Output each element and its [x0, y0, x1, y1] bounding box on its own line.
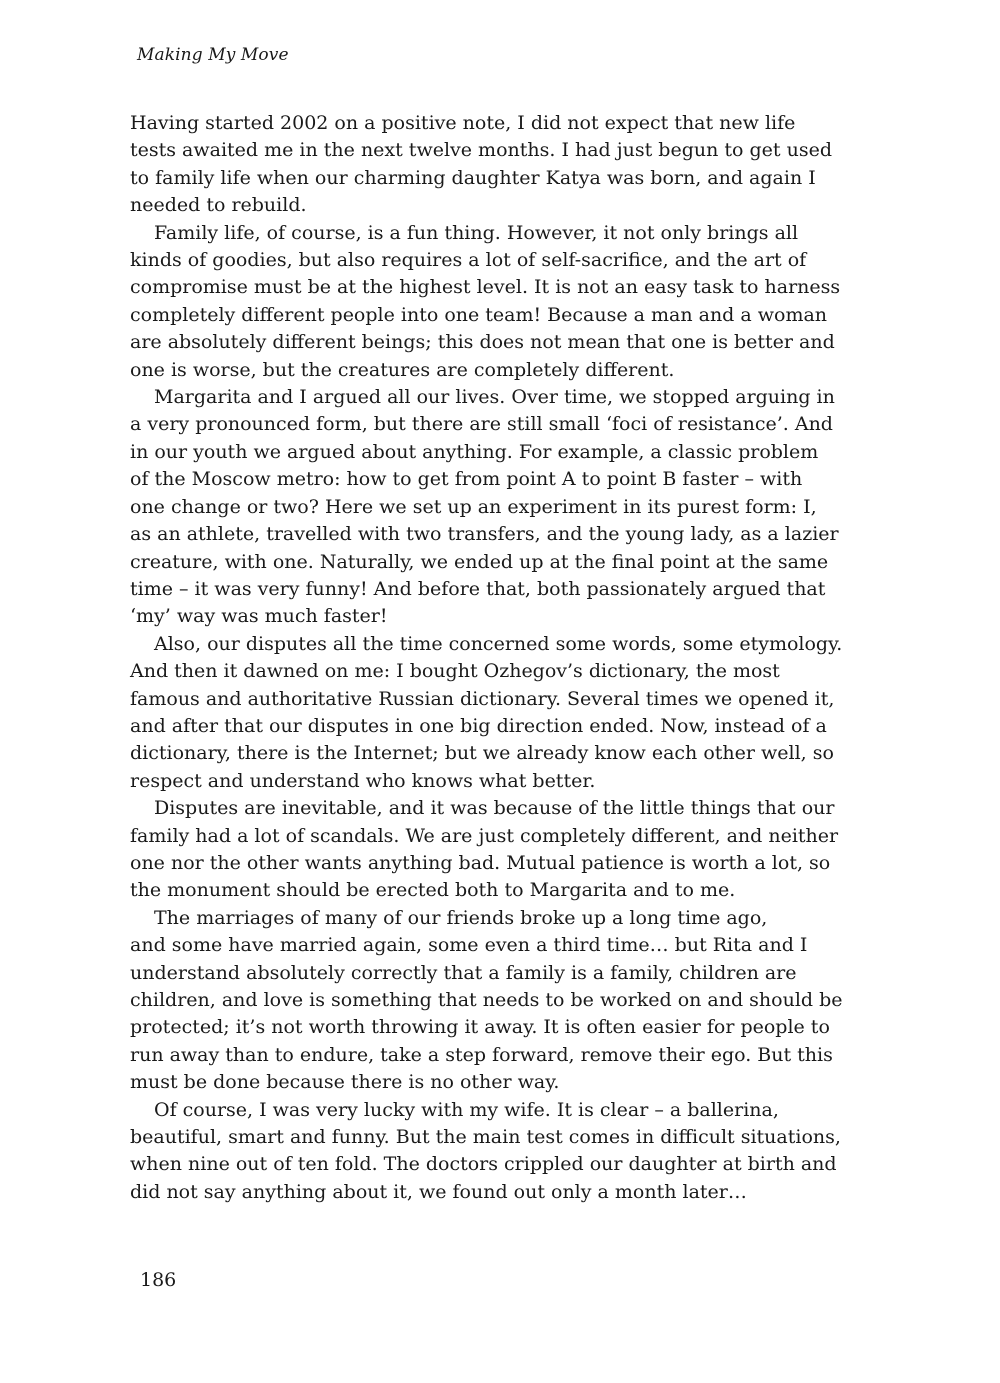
text-line: of the Moscow metro: how to get from point A to point B faster – with: [130, 468, 803, 491]
running-head: Making My Move: [137, 45, 289, 65]
paragraph-first-line: Also, our disputes all the time concerned some words, some etymology.: [154, 632, 843, 655]
text-line: tests awaited me in the next twelve months. I had just begun to get used: [130, 139, 832, 162]
text-line: dictionary, there is the Internet; but we already know each other well, so: [130, 742, 834, 765]
text-line: beautiful, smart and funny. But the main test comes in difficult situations,: [130, 1126, 841, 1149]
paragraph-first-line: The marriages of many of our friends broke up a long time ago,: [154, 906, 768, 929]
text-line: respect and understand who knows what better.: [130, 769, 596, 792]
text-line: compromise must be at the highest level. It is not an easy task to harness: [130, 276, 841, 299]
text-line: run away than to endure, take a step forward, remove their ego. But this: [130, 1043, 833, 1066]
text-line: family had a lot of scandals. We are just completely different, and neither: [130, 824, 839, 847]
page-number: 186: [140, 1269, 177, 1291]
text-line: must be done because there is no other way.: [130, 1071, 560, 1094]
text-line: did not say anything about it, we found out only a month later…: [130, 1180, 747, 1203]
text-line: when nine out of ten fold. The doctors crippled our daughter at birth and: [130, 1153, 837, 1176]
paragraph-first-line: Of course, I was very lucky with my wife. It is clear – a ballerina,: [154, 1098, 779, 1121]
text-line: completely different people into one team! Because a man and a woman: [130, 303, 828, 326]
text-line: one is worse, but the creatures are completely different.: [130, 358, 675, 381]
text-line: And then it dawned on me: I bought Ozhegov’s dictionary, the most: [130, 660, 780, 683]
paragraph-first-line: Margarita and I argued all our lives. Over time, we stopped arguing in: [154, 386, 835, 409]
text-line: famous and authoritative Russian dictionary. Several times we opened it,: [130, 687, 835, 710]
text-line: time – it was very funny! And before that, both passionately argued that: [130, 577, 826, 600]
text-line: creature, with one. Naturally, we ended up at the final point at the same: [130, 550, 829, 573]
text-line: are absolutely different beings; this does not mean that one is better and: [130, 331, 835, 354]
paragraph-first-line: Disputes are inevitable, and it was because of the little things that our: [154, 797, 835, 820]
paragraph-first-line: Family life, of course, is a fun thing. However, it not only brings all: [154, 221, 799, 244]
text-line: in our youth we argued about anything. For example, a classic problem: [130, 440, 819, 463]
text-line: kinds of goodies, but also requires a lot of self-sacrifice, and the art of: [130, 249, 807, 272]
text-line: to family life when our charming daughter Katya was born, and again I: [130, 166, 816, 189]
body-text: [130, 110, 862, 1206]
text-line: and some have married again, some even a third time… but Rita and I: [130, 934, 808, 957]
text-line: and after that our disputes in one big direction ended. Now, instead of a: [130, 714, 827, 737]
text-line: as an athlete, travelled with two transfers, and the young lady, as a lazier: [130, 523, 839, 546]
text-line: the monument should be erected both to Margarita and to me.: [130, 879, 736, 902]
text-line: one nor the other wants anything bad. Mutual patience is worth a lot, so: [130, 851, 831, 874]
text-line: children, and love is something that needs to be worked on and should be: [130, 989, 843, 1011]
text-line: needed to rebuild.: [130, 194, 307, 217]
text-line: Having started 2002 on a positive note, I did not expect that new life: [130, 112, 796, 134]
text-line: ‘my’ way was much faster!: [130, 605, 388, 628]
text-line: a very pronounced form, but there are still small ‘foci of resistance’. And: [130, 413, 833, 436]
text-line: protected; it’s not worth throwing it away. It is often easier for people to: [130, 1016, 830, 1039]
text-line: one change or two? Here we set up an experiment in its purest form: I,: [130, 495, 817, 518]
text-line: understand absolutely correctly that a family is a family, children are: [130, 961, 797, 984]
